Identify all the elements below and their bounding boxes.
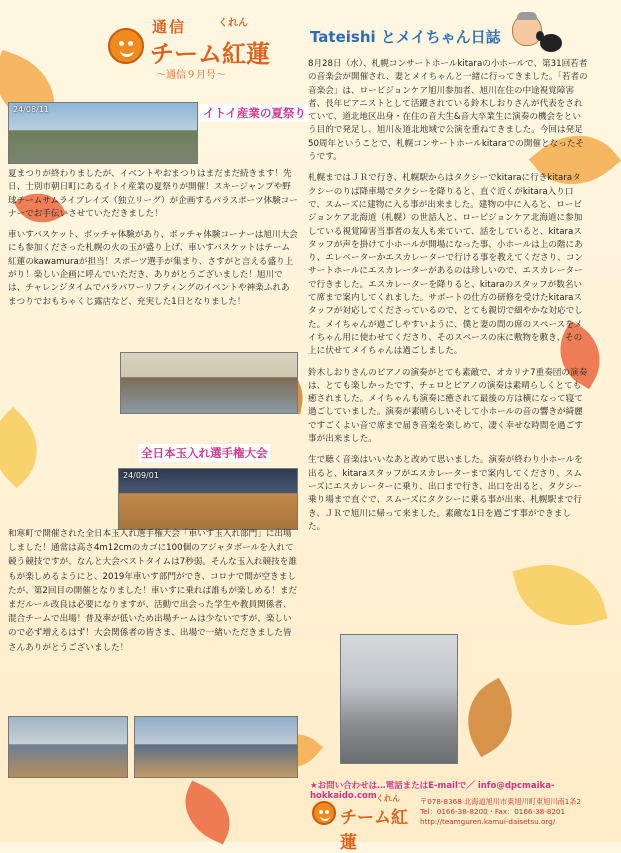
dog-illustration-icon	[540, 34, 562, 52]
photo-date: 24/09/01	[123, 471, 159, 480]
leaf-decoration	[173, 780, 242, 844]
boccia-photo	[120, 352, 298, 414]
logo-furigana: くれん	[218, 18, 248, 29]
game-photo	[134, 716, 298, 778]
paragraph: 生で聴く音楽はいいなあと改めて思いました。演奏が終わり小ホールを出ると、kitaraスタッフがエスカレーターまで案内してくださり、スムーズにエスカレーターに乗り、出口まで行き、出口を出ると、タクシー乗り場まで直ぐで、スムーズにタクシーに乗る事が出来、札幌駅まで行き、ＪＲで旭川に帰って来ました。素敵な1日を過ごす事ができました。	[308, 455, 583, 532]
newsletter-logo	[100, 14, 300, 84]
section-heading-summer-festival: イトイ産業の夏祭り	[200, 104, 309, 122]
man-illustration-icon	[512, 14, 542, 46]
website-link[interactable]: http://teamguren.kamui-daisetsu.org/	[420, 817, 556, 826]
tamaire-photo	[118, 468, 298, 530]
paragraph: 車いすバスケット、ボッチャ体験があり、ボッチャ体験コーナーは旭川大会にも参加くださった札幌の火の玉が盛り上げ、車いすバスケットはチーム紅蓮のkawamuraが担当！スポーツ選手が集まり、さすがと言える盛り上がり！楽しい企画に呼んでいただき、ありがとうございました！旭川では、チャレンジタイムでパラパワーリフティングのイベントや神楽ふれあまつりでおもちゃくじ露店など、充実した1日となりました！	[8, 230, 298, 307]
team-photo	[8, 716, 128, 778]
address: 〒078-8368 北海道旭川市東旭川町東旭川南1条2	[420, 797, 582, 806]
smiley-logo-icon	[312, 801, 336, 825]
paragraph: 和寒町で開催された全日本玉入れ選手権大会「車いす玉入れ部門」に出場しました！通常は高さ4m12cmのカゴに100個のアジャタボールを入れて競う競技ですが、なんと大会ベストタイムは7秒弱。そんな玉入れ競技を誰もが楽しめるようにと、2019年車いす部門ができ、コロナで間が空きましたが、第2回目の開催となりました！車いすに乗れば誰もが楽しめる！まだまだルール改良は必要になりますが、活動で出会った学生や教員関係者、混合チームで出場！普及率が低いため出場チームは少ないですが、楽しいので必ず増えるはず！大会関係者の皆さま、出場で一緒いただきました皆さんありがとうございました！	[8, 529, 298, 653]
diary-title: Tateishi とメイちゃん日誌	[310, 28, 501, 46]
tel-fax: Tel：0166-38-8200・Fax：0166-38-8201	[420, 807, 566, 816]
section-heading-tamaire: 全日本玉入れ選手権大会	[138, 444, 271, 462]
festival-photo	[8, 102, 198, 164]
tamaire-text	[8, 527, 298, 655]
smiley-logo-icon	[108, 28, 144, 64]
leaf-decoration	[451, 678, 529, 757]
logo-top-text: 通信	[152, 18, 187, 36]
leaf-decoration	[0, 407, 56, 488]
paragraph: 札幌まではＪＲで行き、札幌駅からはタクシーでkitaraに行きkitaraタクシーのりば降車場でタクシーを降りると、直ぐ近くがkitara入り口で、スムーズに建物に入る事が出来ました。建物の中に入ると、ロービジョンケア北海道（札幌）の世話人と、ロービジョンケア北海道に参加している視覚障害当事者の友人も来ていて、話をしていると、kitaraスタッフが声を掛けて小ホールが開場になった事、小ホールは上の階にあり、エレベーターかエスカレーターで行ける事を教えてくださり、コンサートホールにエスカレーターがあるのは珍しいので、エスカレーターで行きました。エスカレーターを降りると、kitaraのスタッフが数名いて席まで案内してくれました。サポートの仕方の研修を受けたkitaraスタッフが対応してくださっているので、とても親切で細やかな対応でした。メイちゃんが過ごしやすいように、僕と妻の間の席のスペースをメイちゃん用に使わせてくださり、そのスペースの床に敷物を敷き、その上に伏せてメイちゃんは過ごしました。	[308, 173, 584, 357]
leaf-decoration	[512, 551, 607, 639]
concert-hall-photo	[340, 634, 458, 764]
footer-info	[420, 797, 581, 827]
photo-date: 24/08/11	[13, 105, 49, 114]
paragraph: 夏まつりが終わりましたが、イベントやおまつりはまだまだ続きます！先日、士別市朝日町にあるイトイ産業の夏祭りが開催！スキージャンプや野球チームサムライブレイズ（独立リーグ）が企画するパラスポーツ体験コーナーでお手伝いさせていただきました！	[8, 169, 298, 219]
summer-festival-text	[8, 168, 298, 309]
diary-text	[308, 58, 588, 534]
footer-logo-name: チーム紅蓮	[340, 808, 408, 853]
logo-team-name: チーム紅蓮	[150, 40, 270, 68]
paragraph: 鈴木しおりさんのピアノの演奏がとても素敵で、オカリナ7重奏団の演奏は、とても楽しかったです、チェロとピアノの演奏は素晴らしくとても癒されました。メイちゃんも演奏に癒されて最後の方は横になって寝て過ごしていました。演奏が素晴らしいそして小ホールの音の響きが綺麗ですごくよい音で席まで届き音楽を楽しめて、凄く幸せな時間を過ごす事が出来ました。	[308, 367, 588, 445]
footer-logo-furigana: くれん	[376, 794, 400, 803]
paragraph: 8月28日（水）、札幌コンサートホールkitaraの小ホールで、第31回若者の音楽会が開催され、妻とメイちゃんと一緒に行ってきました。「若者の音楽会」は、ロービジョンケア旭川参加者、旭川在住の中途視覚障害者、長年ピアニストとして活躍されている鈴木しおりさんが代表をされていて、道北地区出身・在住の音大生&音大卒業生に演奏の機会をという目的で発足し、旭川＆道北地域で公演を重ねてきました。今回は発足50周年ということで、札幌コンサートホールkitaraでの開催となったそうです。	[308, 59, 588, 163]
issue-label: ～通信９月号～	[156, 70, 226, 81]
contact-line: ★お問い合わせは…電話またはE-mailで／ info@dpcmaika-hokkaido.com	[310, 781, 555, 801]
footer-logo	[312, 793, 422, 853]
